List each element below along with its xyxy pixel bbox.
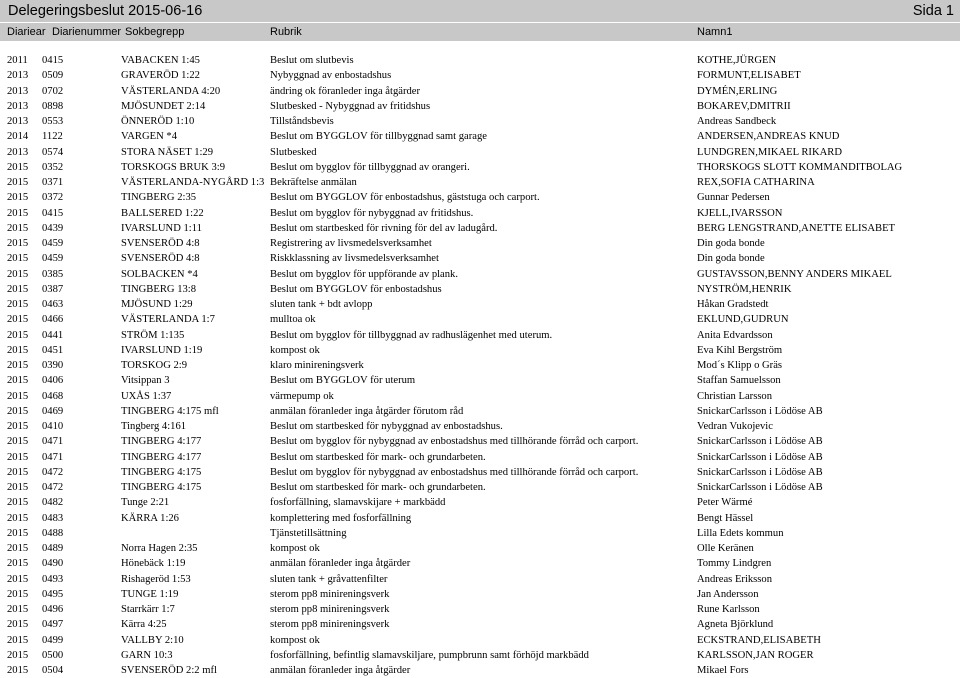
cell-diarienummer: 0390 — [42, 360, 64, 371]
cell-namn1: REX,SOFIA CATHARINA — [697, 177, 815, 188]
cell-diarienummer: 0459 — [42, 238, 64, 249]
cell-sokbegrepp: MJÖSUND 1:29 — [121, 299, 193, 310]
cell-sokbegrepp: ÖNNERÖD 1:10 — [121, 116, 195, 127]
cell-diariear: 2015 — [7, 207, 29, 219]
table-row — [0, 343, 960, 358]
cell-rubrik: Beslut om slutbevis — [270, 55, 354, 66]
cell-rubrik: Slutbesked - Nybyggnad av fritidshus — [270, 100, 431, 112]
table-row — [0, 648, 960, 663]
cell-namn1: Vedran Vukojevic — [697, 421, 773, 432]
cell-diarienummer: 0459 — [42, 253, 64, 265]
cell-diariear: 2015 — [7, 222, 29, 234]
cell-rubrik: ändring ok föranleder inga åtgärder — [270, 85, 421, 97]
cell-sokbegrepp: STORA NÄSET 1:29 — [121, 146, 214, 158]
cell-diariear: 2015 — [7, 329, 29, 341]
table-row — [0, 114, 960, 129]
cell-namn1: Mikael Fors — [697, 665, 749, 676]
cell-diarienummer: 1122 — [42, 131, 63, 143]
cell-diariear: 2015 — [7, 344, 29, 356]
table-row — [0, 68, 960, 83]
table-row — [0, 389, 960, 404]
cell-sokbegrepp: VÄSTERLANDA-NYGÅRD 1:3 — [121, 177, 265, 188]
cell-rubrik: klaro minireningsverk — [270, 360, 364, 371]
cell-sokbegrepp: TINGBERG 4:177 — [121, 436, 202, 448]
cell-diarienummer: 0352 — [42, 161, 64, 173]
cell-namn1: Eva Kihl Bergström — [697, 344, 783, 356]
cell-rubrik: anmälan föranleder inga åtgärder — [270, 558, 411, 570]
cell-rubrik: kompost ok — [270, 344, 320, 356]
cell-sokbegrepp: SVENSERÖD 2:2 mfl — [121, 665, 217, 676]
cell-rubrik: Beslut om bygglov för nybyggnad av enbostadshus med tillhörande förråd och carport. — [270, 466, 639, 478]
cell-rubrik: anmälan föranleder inga åtgärder förutom råd — [270, 405, 464, 417]
cell-sokbegrepp: MJÖSUNDET 2:14 — [121, 100, 206, 112]
cell-namn1: Olle Keränen — [697, 543, 754, 554]
cell-sokbegrepp: GARN 10:3 — [121, 649, 173, 661]
cell-rubrik: Beslut om bygglov för uppförande av plank. — [270, 268, 459, 280]
cell-rubrik: Beslut om bygglov för nybyggnad av enbostadshus med tillhörande förråd och carport. — [270, 436, 639, 448]
table-row — [0, 312, 960, 327]
cell-diarienummer: 0466 — [42, 314, 64, 326]
cell-diariear: 2015 — [7, 177, 29, 188]
column-header-diariear: Diariear — [7, 26, 46, 38]
cell-diarienummer: 0463 — [42, 299, 64, 310]
cell-sokbegrepp: STRÖM 1:135 — [121, 329, 185, 341]
column-header-diarienummer: Diarienummer — [52, 26, 122, 38]
cell-diarienummer: 0490 — [42, 558, 64, 570]
table-row — [0, 328, 960, 343]
cell-rubrik: Beslut om BYGGLOV för tillbyggnad samt garage — [270, 131, 487, 143]
table-row — [0, 282, 960, 297]
cell-rubrik: anmälan föranleder inga åtgärder — [270, 665, 411, 676]
cell-namn1: BOKAREV,DMITRII — [697, 100, 791, 112]
table-row — [0, 572, 960, 587]
cell-rubrik: Beslut om BYGGLOV för enbostadshus, gäststuga och carport. — [270, 192, 540, 204]
table-row — [0, 465, 960, 480]
cell-sokbegrepp: VÄSTERLANDA 4:20 — [121, 85, 221, 97]
cell-diariear: 2015 — [7, 268, 29, 280]
cell-diarienummer: 0495 — [42, 588, 64, 600]
cell-diariear: 2015 — [7, 604, 29, 615]
cell-diarienummer: 0488 — [42, 527, 64, 539]
cell-namn1: SnickarCarlsson i Lödöse AB — [697, 436, 823, 448]
cell-diariear: 2015 — [7, 451, 29, 463]
cell-diarienummer: 0574 — [42, 146, 64, 158]
cell-rubrik: mulltoa ok — [270, 314, 316, 326]
cell-sokbegrepp: TUNGE 1:19 — [121, 588, 179, 600]
cell-diariear: 2015 — [7, 314, 29, 326]
cell-sokbegrepp: Rishageröd 1:53 — [121, 573, 191, 585]
table-row — [0, 541, 960, 556]
cell-rubrik: Tillståndsbevis — [270, 116, 334, 127]
cell-diariear: 2013 — [7, 85, 29, 97]
cell-sokbegrepp: VALLBY 2:10 — [121, 634, 184, 646]
cell-diariear: 2015 — [7, 466, 29, 478]
table-row — [0, 617, 960, 632]
cell-sokbegrepp: Hönebäck 1:19 — [121, 558, 186, 570]
cell-diarienummer: 0482 — [42, 497, 64, 509]
cell-diariear: 2015 — [7, 497, 29, 509]
cell-diariear: 2015 — [7, 588, 29, 600]
cell-diarienummer: 0493 — [42, 573, 64, 585]
table-row — [0, 663, 960, 678]
cell-sokbegrepp: UXÅS 1:37 — [121, 390, 172, 402]
cell-rubrik: Riskklassning av livsmedelsverksamhet — [270, 253, 439, 265]
cell-diarienummer: 0372 — [42, 192, 64, 204]
cell-namn1: ANDERSEN,ANDREAS KNUD — [697, 131, 840, 143]
cell-diarienummer: 0483 — [42, 512, 64, 524]
cell-rubrik: sluten tank + gråvattenfilter — [270, 573, 388, 585]
cell-diarienummer: 0504 — [42, 665, 64, 676]
cell-namn1: SnickarCarlsson i Lödöse AB — [697, 482, 823, 493]
cell-namn1: Rune Karlsson — [697, 604, 760, 615]
cell-diarienummer: 0898 — [42, 100, 64, 112]
cell-namn1: Din goda bonde — [697, 253, 765, 265]
cell-namn1: Andreas Sandbeck — [697, 116, 777, 127]
cell-sokbegrepp: IVARSLUND 1:19 — [121, 344, 203, 356]
cell-sokbegrepp: TINGBERG 4:175 — [121, 482, 202, 493]
cell-diarienummer: 0451 — [42, 344, 64, 356]
cell-rubrik: Registrering av livsmedelsverksamhet — [270, 238, 432, 249]
cell-namn1: Mod´s Klipp o Gräs — [697, 360, 783, 371]
table-row — [0, 404, 960, 419]
cell-diariear: 2015 — [7, 573, 29, 585]
cell-diariear: 2013 — [7, 70, 29, 82]
cell-sokbegrepp: SVENSERÖD 4:8 — [121, 253, 200, 265]
cell-diariear: 2015 — [7, 375, 29, 387]
cell-diarienummer: 0415 — [42, 55, 64, 66]
cell-diarienummer: 0471 — [42, 451, 64, 463]
cell-diariear: 2015 — [7, 299, 29, 310]
cell-diariear: 2015 — [7, 665, 29, 676]
cell-sokbegrepp: VÄSTERLANDA 1:7 — [121, 314, 215, 326]
cell-sokbegrepp: SVENSERÖD 4:8 — [121, 238, 200, 249]
cell-namn1: BERG LENGSTRAND,ANETTE ELISABET — [697, 222, 896, 234]
cell-diarienummer: 0371 — [42, 177, 64, 188]
cell-namn1: FORMUNT,ELISABET — [697, 70, 801, 82]
cell-rubrik: sterom pp8 minireningsverk — [270, 604, 390, 615]
cell-sokbegrepp: Kärra 4:25 — [121, 619, 167, 631]
cell-sokbegrepp: TINGBERG 4:175 mfl — [121, 405, 219, 417]
cell-diariear: 2015 — [7, 558, 29, 570]
cell-rubrik: kompost ok — [270, 634, 320, 646]
table-row — [0, 358, 960, 373]
cell-diariear: 2015 — [7, 436, 29, 448]
table-row — [0, 419, 960, 434]
cell-namn1: Anita Edvardsson — [697, 329, 773, 341]
cell-diariear: 2014 — [7, 131, 29, 143]
cell-diarienummer: 0499 — [42, 634, 64, 646]
table-row — [0, 145, 960, 160]
cell-diariear: 2015 — [7, 482, 29, 493]
cell-namn1: Staffan Samuelsson — [697, 375, 781, 387]
cell-namn1: SnickarCarlsson i Lödöse AB — [697, 466, 823, 478]
cell-diariear: 2013 — [7, 100, 29, 112]
cell-namn1: KJELL,IVARSSON — [697, 207, 783, 219]
table-row — [0, 129, 960, 144]
cell-diarienummer: 0509 — [42, 70, 64, 82]
cell-rubrik: Beslut om startbesked för mark- och grundarbeten. — [270, 451, 486, 463]
cell-diarienummer: 0387 — [42, 283, 64, 295]
table-row — [0, 251, 960, 266]
table-row — [0, 556, 960, 571]
cell-diarienummer: 0468 — [42, 390, 64, 402]
cell-sokbegrepp: TORSKOG 2:9 — [121, 360, 188, 371]
cell-diarienummer: 0441 — [42, 329, 64, 341]
report-header — [0, 0, 960, 22]
cell-sokbegrepp: Tingberg 4:161 — [121, 421, 187, 432]
cell-rubrik: Beslut om startbesked för nybyggnad av enbostadshus. — [270, 421, 503, 432]
cell-rubrik: Beslut om startbesked för mark- och grundarbeten. — [270, 482, 486, 493]
cell-rubrik: värmepump ok — [270, 390, 334, 402]
cell-diarienummer: 0553 — [42, 116, 64, 127]
cell-diarienummer: 0385 — [42, 268, 64, 280]
cell-namn1: Jan Andersson — [697, 588, 759, 600]
cell-rubrik: komplettering med fosforfällning — [270, 512, 412, 524]
cell-diarienummer: 0496 — [42, 604, 64, 615]
cell-rubrik: Slutbesked — [270, 146, 317, 158]
cell-rubrik: Beslut om BYGGLOV för uterum — [270, 375, 416, 387]
cell-sokbegrepp: Tunge 2:21 — [121, 497, 170, 509]
cell-rubrik: Bekräftelse anmälan — [270, 177, 357, 188]
cell-namn1: SnickarCarlsson i Lödöse AB — [697, 405, 823, 417]
cell-namn1: Agneta Björklund — [697, 619, 774, 631]
cell-namn1: Lilla Edets kommun — [697, 527, 784, 539]
cell-namn1: KOTHE,JÜRGEN — [697, 55, 777, 66]
cell-namn1: ECKSTRAND,ELISABETH — [697, 634, 821, 646]
cell-diariear: 2015 — [7, 161, 29, 173]
cell-diarienummer: 0472 — [42, 466, 64, 478]
cell-namn1: Tommy Lindgren — [697, 558, 772, 570]
table-row — [0, 526, 960, 541]
cell-rubrik: sterom pp8 minireningsverk — [270, 588, 390, 600]
cell-sokbegrepp: GRAVERÖD 1:22 — [121, 70, 200, 82]
cell-diariear: 2015 — [7, 512, 29, 524]
cell-namn1: Andreas Eriksson — [697, 573, 773, 585]
cell-namn1: Peter Wärmé — [697, 497, 753, 509]
cell-diarienummer: 0489 — [42, 543, 64, 554]
cell-namn1: Gunnar Pedersen — [697, 192, 770, 204]
cell-sokbegrepp: KÄRRA 1:26 — [121, 512, 179, 524]
table-row — [0, 450, 960, 465]
cell-diariear: 2015 — [7, 634, 29, 646]
decision-table — [0, 53, 960, 678]
cell-rubrik: Beslut om bygglov för tillbyggnad av orangeri. — [270, 161, 470, 173]
cell-diarienummer: 0469 — [42, 405, 64, 417]
cell-diariear: 2015 — [7, 543, 29, 554]
cell-namn1: NYSTRÖM,HENRIK — [697, 283, 792, 295]
cell-rubrik: fosforfällning, befintlig slamavskiljare, pumpbrunn samt förhöjd markbädd — [270, 649, 589, 661]
cell-sokbegrepp: BALLSERED 1:22 — [121, 207, 204, 219]
cell-diarienummer: 0471 — [42, 436, 64, 448]
table-row — [0, 480, 960, 495]
cell-diariear: 2015 — [7, 390, 29, 402]
table-row — [0, 206, 960, 221]
cell-diariear: 2013 — [7, 116, 29, 127]
table-row — [0, 84, 960, 99]
table-row — [0, 495, 960, 510]
cell-sokbegrepp: TINGBERG 2:35 — [121, 192, 197, 204]
cell-namn1: GUSTAVSSON,BENNY ANDERS MIKAEL — [697, 268, 892, 280]
cell-rubrik: Beslut om BYGGLOV för enbostadshus — [270, 283, 442, 295]
cell-namn1: Håkan Gradstedt — [697, 299, 769, 310]
column-header-namn1: Namn1 — [697, 26, 733, 38]
cell-sokbegrepp: VABACKEN 1:45 — [121, 55, 200, 66]
cell-sokbegrepp: VARGEN *4 — [121, 131, 178, 143]
cell-diarienummer: 0702 — [42, 85, 64, 97]
table-row — [0, 633, 960, 648]
cell-diarienummer: 0415 — [42, 207, 64, 219]
table-row — [0, 190, 960, 205]
cell-rubrik: Beslut om bygglov för nybyggnad av fritidshus. — [270, 207, 474, 219]
cell-diariear: 2015 — [7, 527, 29, 539]
table-row — [0, 297, 960, 312]
cell-rubrik: fosforfällning, slamavskijare + markbädd — [270, 497, 446, 509]
table-row — [0, 99, 960, 114]
cell-namn1: SnickarCarlsson i Lödöse AB — [697, 451, 823, 463]
cell-diariear: 2015 — [7, 283, 29, 295]
table-row — [0, 221, 960, 236]
cell-rubrik: sterom pp8 minireningsverk — [270, 619, 390, 631]
cell-sokbegrepp: Starrkärr 1:7 — [121, 604, 175, 615]
cell-diariear: 2011 — [7, 55, 28, 66]
cell-namn1: Bengt Hässel — [697, 512, 754, 524]
table-row — [0, 160, 960, 175]
cell-sokbegrepp: SOLBACKEN *4 — [121, 268, 198, 280]
table-row — [0, 267, 960, 282]
cell-diariear: 2013 — [7, 146, 29, 158]
cell-namn1: Din goda bonde — [697, 238, 765, 249]
cell-rubrik: Beslut om bygglov för tillbyggnad av radhuslägenhet med uterum. — [270, 329, 553, 341]
cell-diarienummer: 0497 — [42, 619, 64, 631]
cell-rubrik: Beslut om startbesked för rivning för del av ladugård. — [270, 222, 498, 234]
cell-diariear: 2015 — [7, 421, 29, 432]
cell-diarienummer: 0410 — [42, 421, 64, 432]
cell-diariear: 2015 — [7, 238, 29, 249]
cell-rubrik: Tjänstetillsättning — [270, 527, 347, 539]
cell-diariear: 2015 — [7, 649, 29, 661]
table-row — [0, 236, 960, 251]
column-header-row — [0, 22, 960, 41]
table-row — [0, 175, 960, 190]
cell-diariear: 2015 — [7, 619, 29, 631]
table-row — [0, 511, 960, 526]
table-row — [0, 602, 960, 617]
cell-diariear: 2015 — [7, 405, 29, 417]
cell-diariear: 2015 — [7, 253, 29, 265]
table-row — [0, 53, 960, 68]
cell-namn1: DYMÉN,ERLING — [697, 85, 778, 97]
cell-namn1: EKLUND,GUDRUN — [697, 314, 789, 326]
cell-sokbegrepp: TINGBERG 4:177 — [121, 451, 202, 463]
column-header-rubrik: Rubrik — [270, 26, 302, 38]
cell-sokbegrepp: TINGBERG 4:175 — [121, 466, 202, 478]
cell-diarienummer: 0406 — [42, 375, 64, 387]
cell-diarienummer: 0472 — [42, 482, 64, 493]
table-row — [0, 587, 960, 602]
table-row — [0, 373, 960, 388]
cell-rubrik: sluten tank + bdt avlopp — [270, 299, 373, 310]
cell-diariear: 2015 — [7, 360, 29, 371]
cell-diarienummer: 0439 — [42, 222, 64, 234]
cell-sokbegrepp: IVARSLUND 1:11 — [121, 222, 202, 234]
cell-sokbegrepp: TORSKOGS BRUK 3:9 — [121, 161, 225, 173]
cell-diarienummer: 0500 — [42, 649, 64, 661]
cell-namn1: THORSKOGS SLOTT KOMMANDITBOLAG — [697, 161, 903, 173]
cell-namn1: LUNDGREN,MIKAEL RIKARD — [697, 146, 842, 158]
cell-namn1: Christian Larsson — [697, 390, 773, 402]
page-number: Sida 1 — [912, 3, 954, 19]
cell-sokbegrepp: TINGBERG 13:8 — [121, 283, 197, 295]
cell-sokbegrepp: Vitsippan 3 — [121, 375, 170, 387]
column-header-sokbegrepp: Sokbegrepp — [125, 26, 185, 38]
cell-rubrik: kompost ok — [270, 543, 320, 554]
cell-sokbegrepp: Norra Hagen 2:35 — [121, 543, 198, 554]
table-row — [0, 434, 960, 449]
cell-diariear: 2015 — [7, 192, 29, 204]
cell-namn1: KARLSSON,JAN ROGER — [697, 649, 814, 661]
cell-rubrik: Nybyggnad av enbostadshus — [270, 70, 392, 82]
report-title: Delegeringsbeslut 2015-06-16 — [8, 3, 203, 19]
